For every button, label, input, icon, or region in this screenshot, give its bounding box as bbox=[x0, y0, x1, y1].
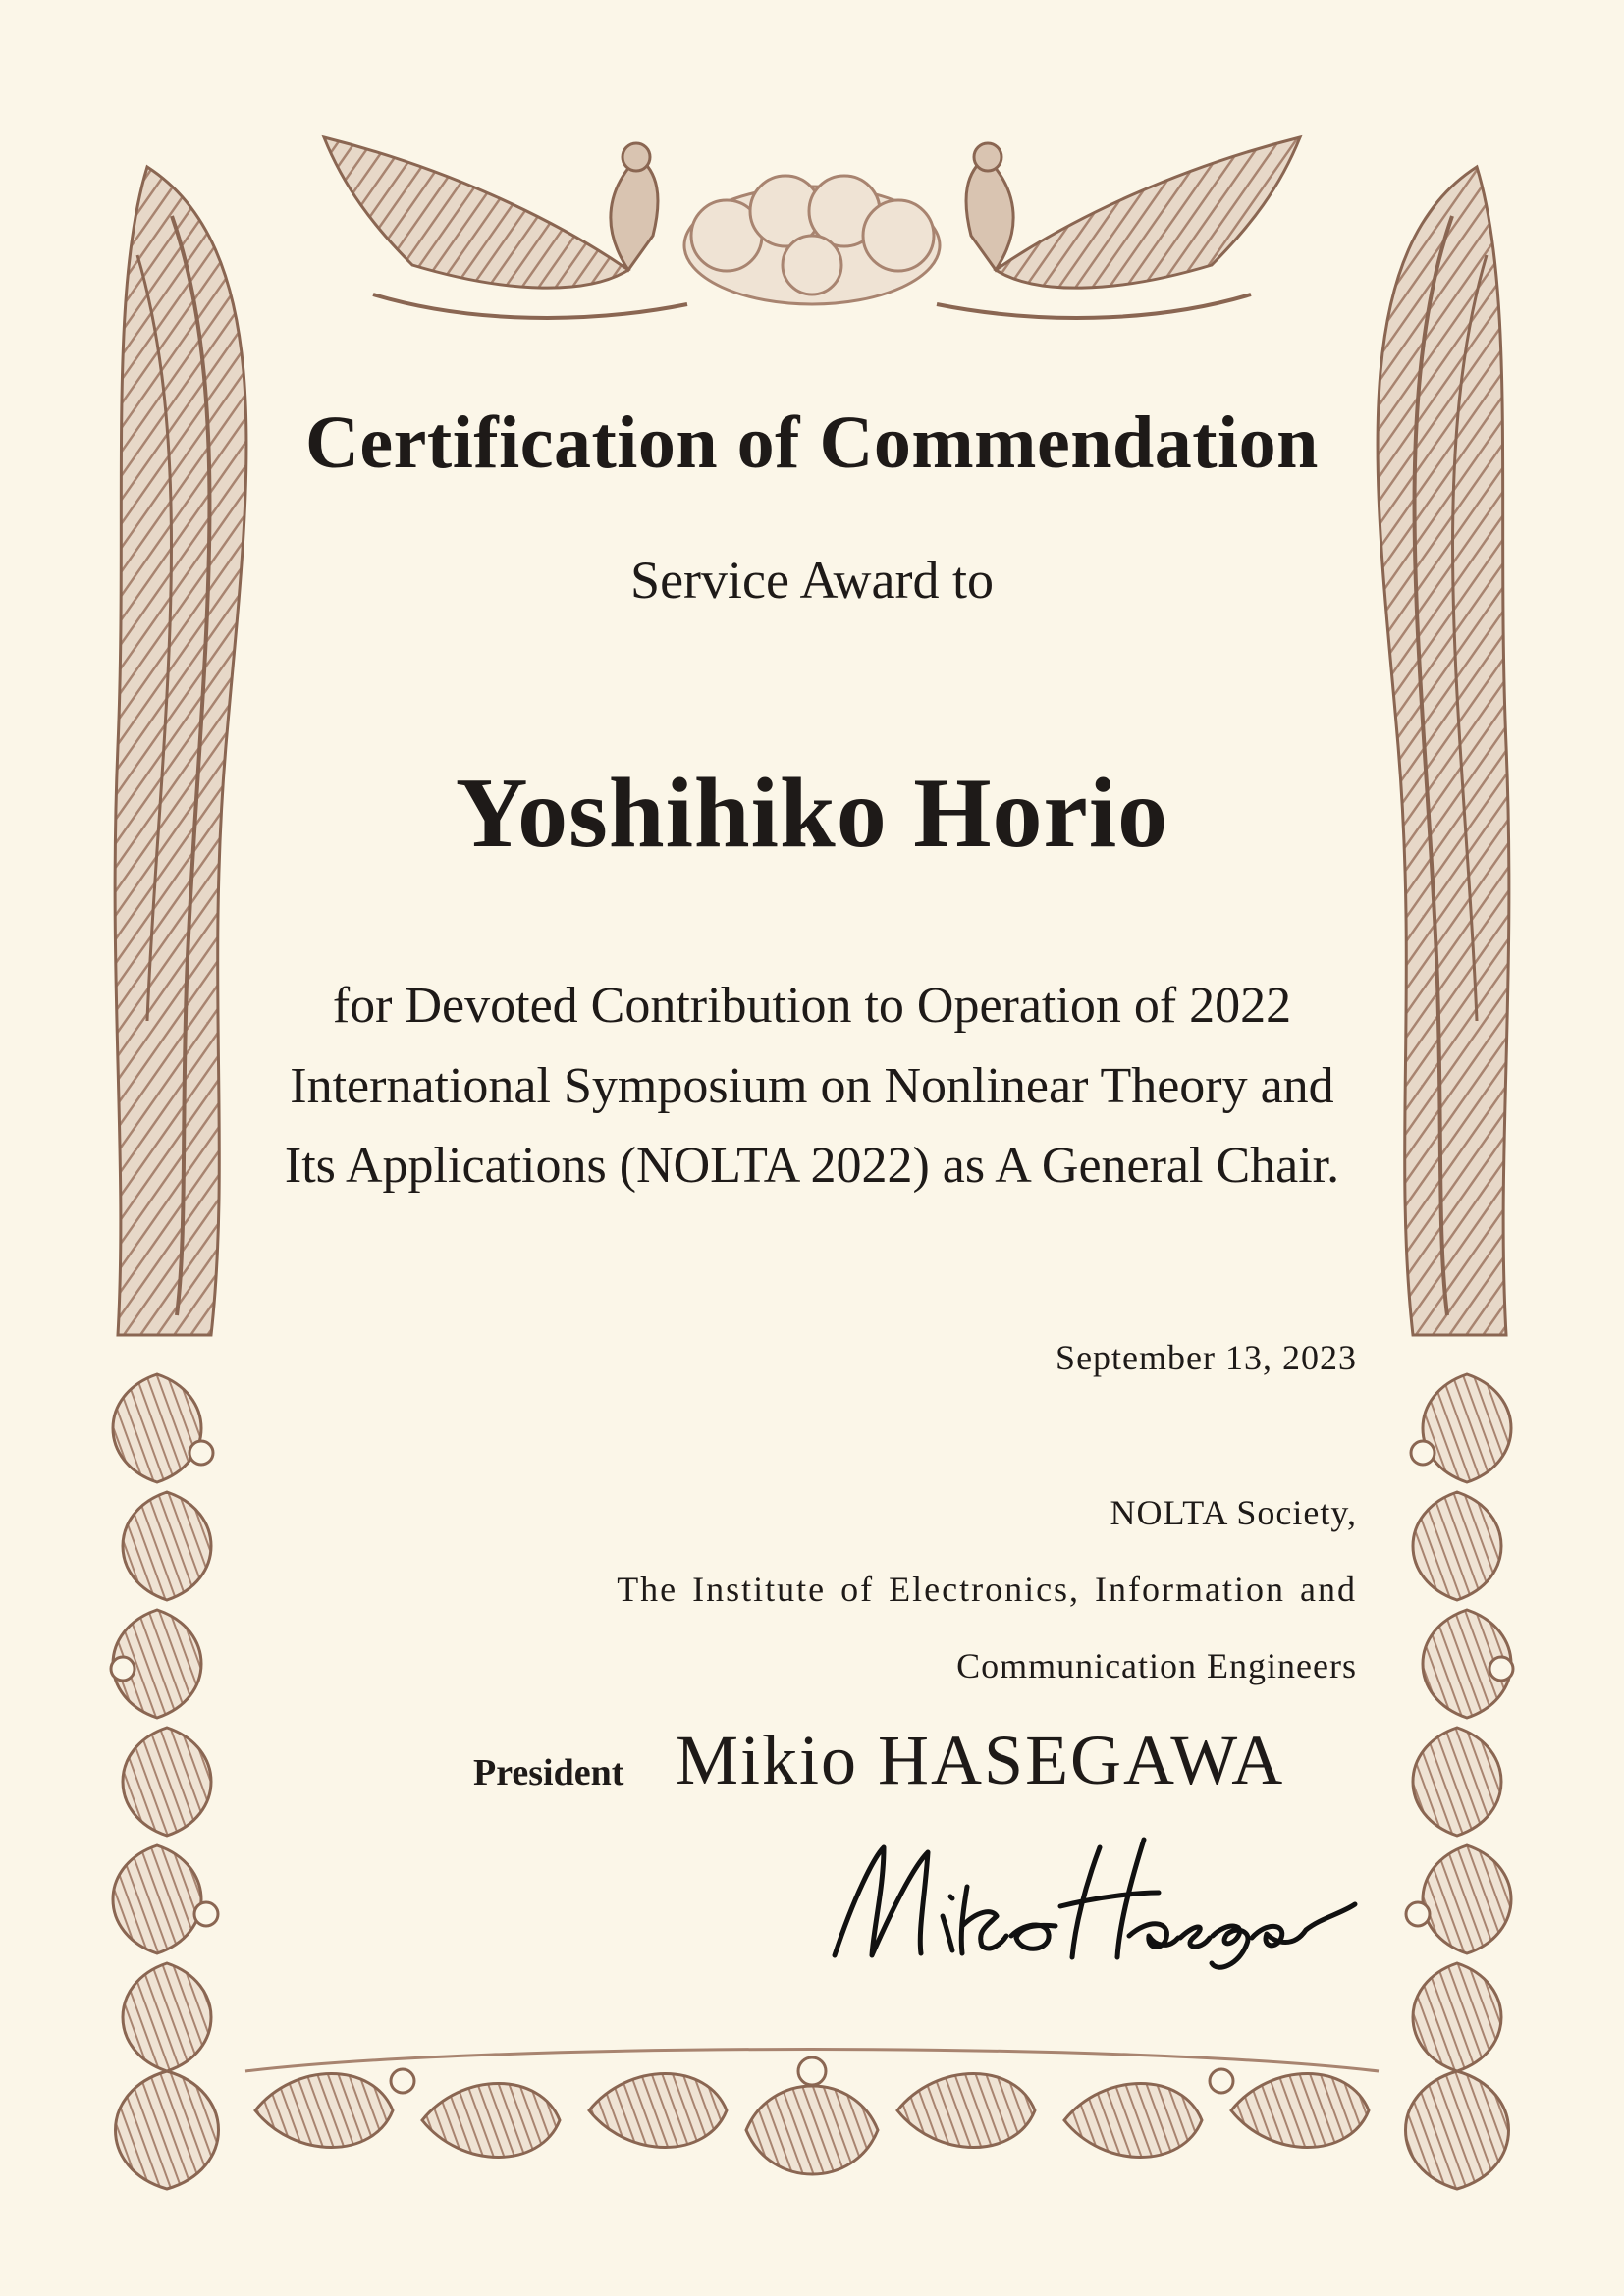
reason-line: Its Applications (NOLTA 2022) as A General Chair. bbox=[284, 1138, 1340, 1194]
issuer-line: NOLTA Society, bbox=[1110, 1493, 1357, 1532]
award-subtitle: Service Award to bbox=[630, 551, 994, 610]
handwritten-signature bbox=[815, 1828, 1365, 1975]
issuer-line: The Institute of Electronics, Information and bbox=[617, 1570, 1357, 1609]
signatory-name: Mikio HASEGAWA bbox=[676, 1721, 1285, 1799]
phoenix-icon bbox=[937, 137, 1300, 318]
certificate-title: Certification of Commendation bbox=[305, 401, 1319, 484]
reason-line: International Symposium on Nonlinear Theory and bbox=[290, 1058, 1334, 1114]
phoenix-icon bbox=[324, 137, 687, 318]
cloud-icon bbox=[684, 176, 940, 304]
reason-line: for Devoted Contribution to Operation of 2022 bbox=[332, 978, 1292, 1034]
bottom-leaf-band bbox=[255, 2074, 1369, 2175]
issue-date: September 13, 2023 bbox=[1056, 1338, 1357, 1377]
issuer-line: Communication Engineers bbox=[956, 1646, 1357, 1685]
recipient-name: Yoshihiko Horio bbox=[455, 758, 1169, 869]
signatory-role: President bbox=[473, 1752, 624, 1793]
